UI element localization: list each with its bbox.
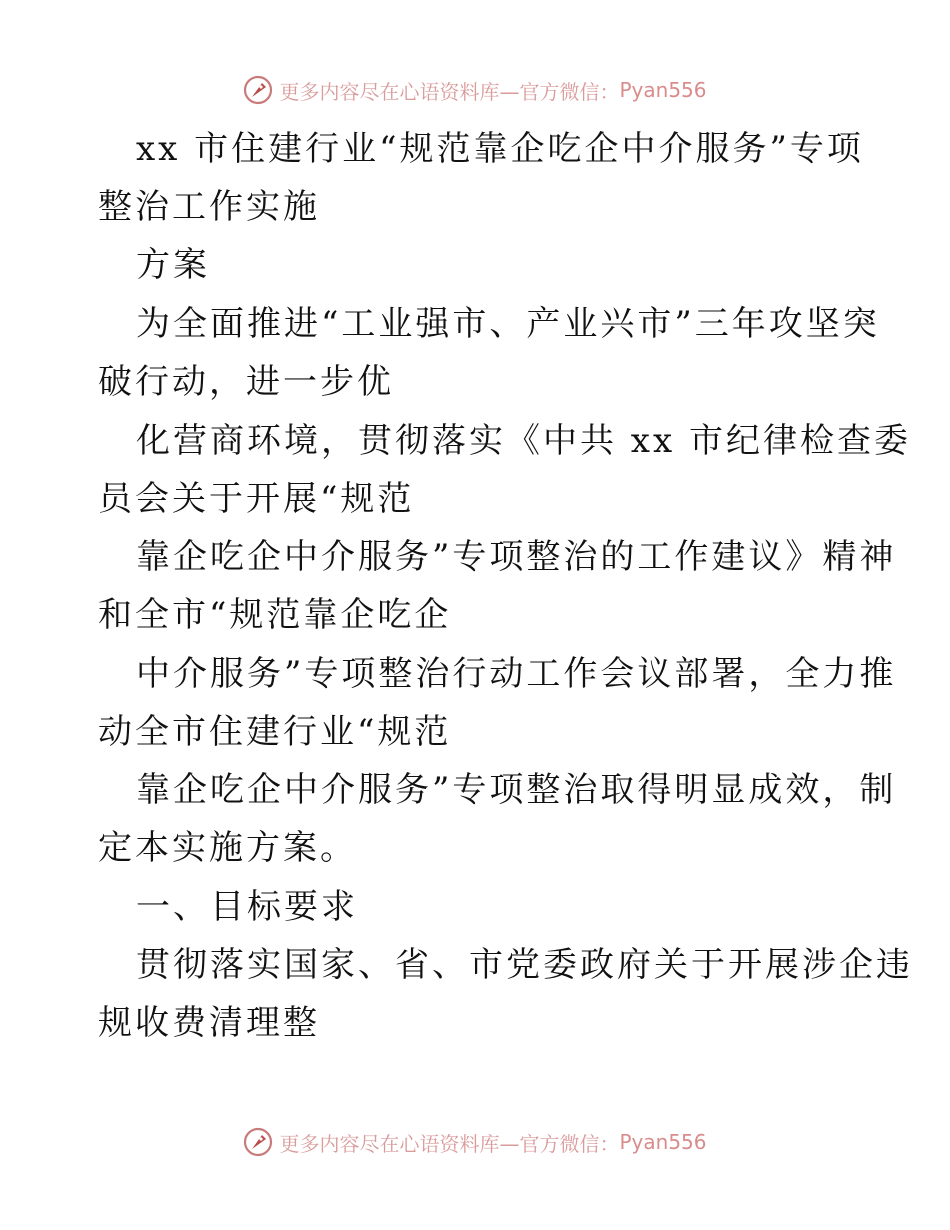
doc-line: 靠企吃企中介服务”专项整治的工作建议》精神 xyxy=(136,537,897,577)
doc-line: 和全市“规范靠企吃企 xyxy=(98,595,452,635)
pen-nib-logo-icon xyxy=(243,1127,273,1157)
doc-line: 贯彻落实国家、省、市党委政府关于开展涉企违 xyxy=(136,945,913,985)
footer-watermark xyxy=(0,1124,950,1160)
doc-line: 为全面推进“工业强市、产业兴市”三年攻坚突 xyxy=(136,304,880,344)
pen-nib-logo-icon xyxy=(243,75,273,105)
watermark-wechat-id: Pyan556 xyxy=(619,1130,707,1154)
doc-line: 定本实施方案。 xyxy=(98,828,357,868)
doc-line: 员会关于开展“规范 xyxy=(98,479,415,519)
doc-line: xx 市住建行业“规范靠企吃企中介服务”专项 xyxy=(136,129,864,169)
doc-line: 规收费清理整 xyxy=(98,1003,320,1043)
doc-line: 整治工作实施 xyxy=(98,187,320,227)
doc-line: 中介服务”专项整治行动工作会议部署，全力推 xyxy=(136,654,897,694)
watermark-text: 更多内容尽在心语资料库—官方微信： xyxy=(279,1131,620,1156)
doc-line: 靠企吃企中介服务”专项整治取得明显成效，制 xyxy=(136,770,897,810)
doc-line: 动全市住建行业“规范 xyxy=(98,712,452,752)
doc-line: 方案 xyxy=(136,245,210,285)
doc-line: 化营商环境，贯彻落实《中共 xx 市纪律检查委 xyxy=(136,421,911,461)
watermark-wechat-id: Pyan556 xyxy=(619,78,707,102)
doc-line: 破行动，进一步优 xyxy=(98,362,394,402)
section-heading: 一、目标要求 xyxy=(136,887,358,927)
header-watermark xyxy=(0,72,950,108)
watermark-text: 更多内容尽在心语资料库—官方微信： xyxy=(279,79,620,104)
